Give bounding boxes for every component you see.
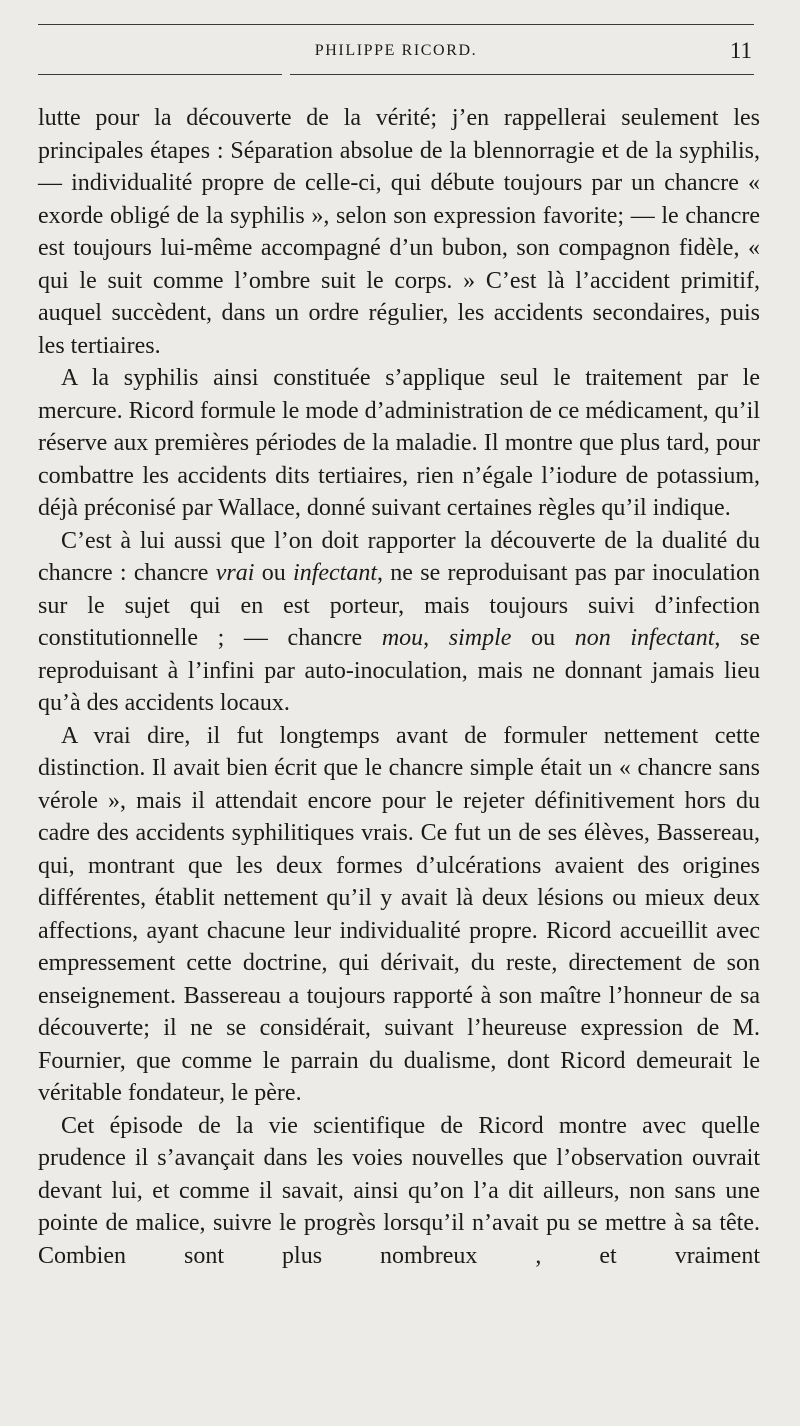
paragraph-5: Cet épisode de la vie scientifique de Ricord montre avec quelle prudence il s’avançait dans les voies nouvelles que l’observation ouvrait devant lui, et comme il savait, ainsi qu’on l’a dit ailleurs, non sans une pointe de malice, suivre le progrès lorsqu’il n’avait pu se mettre à sa tête. Combien sont plus nombreux , et vraiment: [38, 1112, 760, 1269]
paragraph-3-text: ou: [254, 560, 294, 586]
paragraph-3: [38, 525, 760, 720]
term-infectant: infectant: [293, 560, 378, 586]
term-simple: simple: [448, 625, 512, 651]
running-head: [38, 38, 754, 72]
term-mou: mou: [381, 625, 424, 651]
body-text: [38, 102, 760, 1272]
paragraph-1: lutte pour la découverte de la vérité; j’en rappellerai seulement les principales étapes : Séparation absolue de la blennorragie et de la syphilis, — individualité propre de celle-ci, qui débute toujours par un chancre « exorde obligé de la syphilis », selon son expression favorite; — le chancre est toujours lui-même accompagné d’un bubon, son compagnon fidèle, « qui le suit comme l’ombre suit le corps. » C’est là l’accident primitif, auquel succèdent, dans un ordre régulier, les accidents secondaires, puis les tertiaires.: [38, 105, 760, 359]
paragraph-4: A vrai dire, il fut longtemps avant de formuler nettement cette distinction. Il avait bien écrit que le chancre simple était un « chancre sans vérole », mais il attendait encore pour le rejeter définitivement hors du cadre des accidents syphilitiques vrais. Ce fut un de ses élèves, Bassereau, qui, montrant que les deux formes d’ulcérations avaient des origines différentes, établit nettement qu’il y avait là deux lésions ou mieux deux affections, ayant chacune leur individualité propre. Ricord accueillit avec empressement cette doctrine, qui dérivait, du reste, directement de son enseignement. Bassereau a toujours rapporté à son maître l’honneur de sa découverte; il ne se considérait, suivant l’heureuse expression de M. Fournier, que comme le parrain du dualisme, dont Ricord demeurait le véritable fondateur, le père.: [38, 722, 760, 1106]
running-title: PHILIPPE RICORD.: [314, 42, 478, 59]
header-bottom-rule-left: [38, 74, 282, 75]
paragraph-3-text: ,: [423, 625, 449, 651]
header-top-rule: [38, 24, 754, 25]
paragraph-3-text: C’est à lui aussi que l’on doit rapporter la découverte de la dualité du chancre : chancre: [38, 527, 760, 586]
page-number: 11: [729, 38, 752, 63]
paragraph-3-text: , se reproduisant à l’infini par auto-inoculation, mais ne donnant jamais lieu qu’à des accidents locaux.: [38, 625, 761, 716]
term-non-infectant: non infectant: [574, 625, 715, 651]
header-bottom-rule-right: [290, 74, 754, 75]
paragraph-2: A la syphilis ainsi constituée s’applique seul le traitement par le mercure. Ricord formule le mode d’administration de ce médicament, qu’il réserve aux premières périodes de la maladie. Il montre que plus tard, pour combattre les accidents dits tertiaires, rien n’égale l’iodure de potassium, déjà préconisé par Wallace, donné suivant certaines règles qu’il indique.: [38, 365, 760, 521]
term-vrai: vrai: [215, 560, 255, 586]
paragraph-3-text: ou: [511, 625, 575, 651]
paragraph-3-text: , ne se reproduisant pas par inoculation sur le sujet qui en est porteur, mais toujours suivi d’infection constitutionnelle ; — chancre: [38, 560, 761, 651]
